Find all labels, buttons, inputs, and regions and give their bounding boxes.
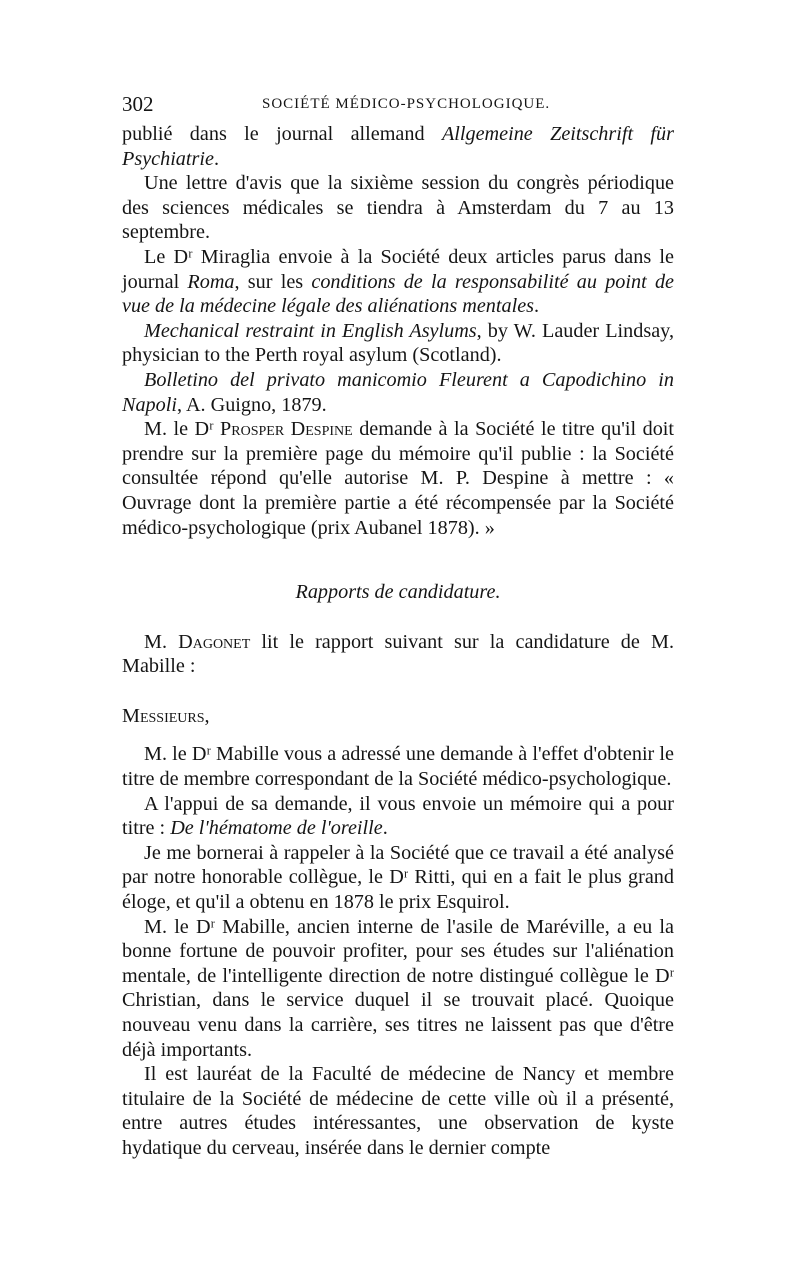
paragraph-mareville: M. le Dʳ Mabille, ancien interne de l'asile de Maréville, a eu la bonne fortune de pouvoir profiter, pour ses études sur l'aliénation mentale, de l'intelligente direction de notre distingué collègue le Dʳ Christian, dans le service duquel il se trouvait placé. Quoique nouveau venu dans la carrière, ses titres ne laissent pas que d'être déjà importants. — [122, 915, 674, 1061]
p3-article-title: conditions de la responsabilité au point de vue de la médecine légale des aliénations mentales — [122, 270, 674, 318]
p1-text-a: publié dans le journal allemand — [122, 123, 442, 145]
page — [122, 92, 674, 1161]
paragraph-congress-notice: Une lettre d'avis que la sixième session du congrès périodique des sciences médicales se tiendra à Amsterdam du 7 au 13 septembre. — [122, 172, 674, 244]
p5-text: , A. Guigno, 1879. — [176, 393, 327, 416]
p7-text-b: lit le rapport suivant sur la candidature de M. Mabille : — [122, 630, 674, 678]
paragraph-despine — [122, 417, 674, 540]
p6-text-b: demande à la Société le titre qu'il doit prendre sur la première page du mémoire qu'il publie : la Société consultée répond qu'elle autorise M. P. Despine à mettre : « Ouvrage dont la première partie a été récompensée par la Société médico-psychologique (prix Aubanel 1878). » — [122, 418, 675, 539]
p4-text: , by W. Lauder Lindsay, physician to the Perth royal asylum (Scotland). — [122, 319, 674, 367]
section-title: Rapports de candidature. — [295, 581, 501, 604]
p6-name: Prosper Despine — [220, 418, 353, 441]
p3-text-b: , sur les — [234, 270, 312, 293]
p3-text-a: Le Dʳ Miraglia envoie à la Société deux articles parus dans le journal — [122, 245, 674, 293]
p4-title: Mechanical restraint in English Asylums — [144, 319, 477, 342]
p5-title: Bolletino del privato manicomio Fleurent a Capodichino in Napoli — [122, 368, 674, 416]
p9-memoire-title: De l'hématome de l'oreille — [170, 817, 383, 840]
p1-journal-title: Allgemeine Zeitschrift für Psychiatrie — [122, 123, 674, 170]
paragraph-mechanical-restraint — [122, 319, 674, 368]
p7-name: Dagonet — [178, 630, 251, 653]
p7-text-a: M. — [144, 630, 179, 653]
p1-text-b: . — [213, 147, 219, 170]
paragraph-miraglia — [122, 245, 674, 319]
paragraph-laureat: Il est lauréat de la Faculté de médecine de Nancy et membre titulaire de la Société de médecine de cette ville où il a présenté, entre autres études intéressantes, une observation de kyste hydatique du cerveau, insérée dans le dernier compte — [122, 1063, 674, 1159]
page-header — [122, 92, 674, 122]
paragraph-memoire — [122, 792, 674, 841]
paragraph-continuation — [122, 122, 674, 171]
p9-text-b: . — [382, 817, 388, 840]
p3-text-c: . — [534, 295, 540, 318]
page-number: 302 — [122, 92, 154, 116]
p9-text-a: A l'appui de sa demande, il vous envoie un mémoire qui a pour titre : — [122, 792, 674, 840]
body-text — [122, 122, 674, 1161]
p3-journal: Roma — [187, 270, 235, 293]
p6-text-a: M. le Dʳ — [144, 418, 221, 441]
paragraph-ritti: Je me bornerai à rappeler à la Société que ce travail a été analysé par notre honorable collègue, le Dʳ Ritti, qui en a fait le plus grand éloge, et qu'il a obtenu en 1878 le prix Esquirol. — [122, 841, 674, 914]
paragraph-dagonet — [122, 630, 674, 679]
running-head: SOCIÉTÉ MÉDICO-PSYCHOLOGIQUE. — [262, 96, 551, 112]
paragraph-mabille-request: M. le Dʳ Mabille vous a adressé une demande à l'effet d'obtenir le titre de membre correspondant de la Société médico-psychologique. — [122, 743, 674, 791]
paragraph-bolletino — [122, 368, 674, 417]
salutation: Messieurs, — [122, 704, 210, 727]
